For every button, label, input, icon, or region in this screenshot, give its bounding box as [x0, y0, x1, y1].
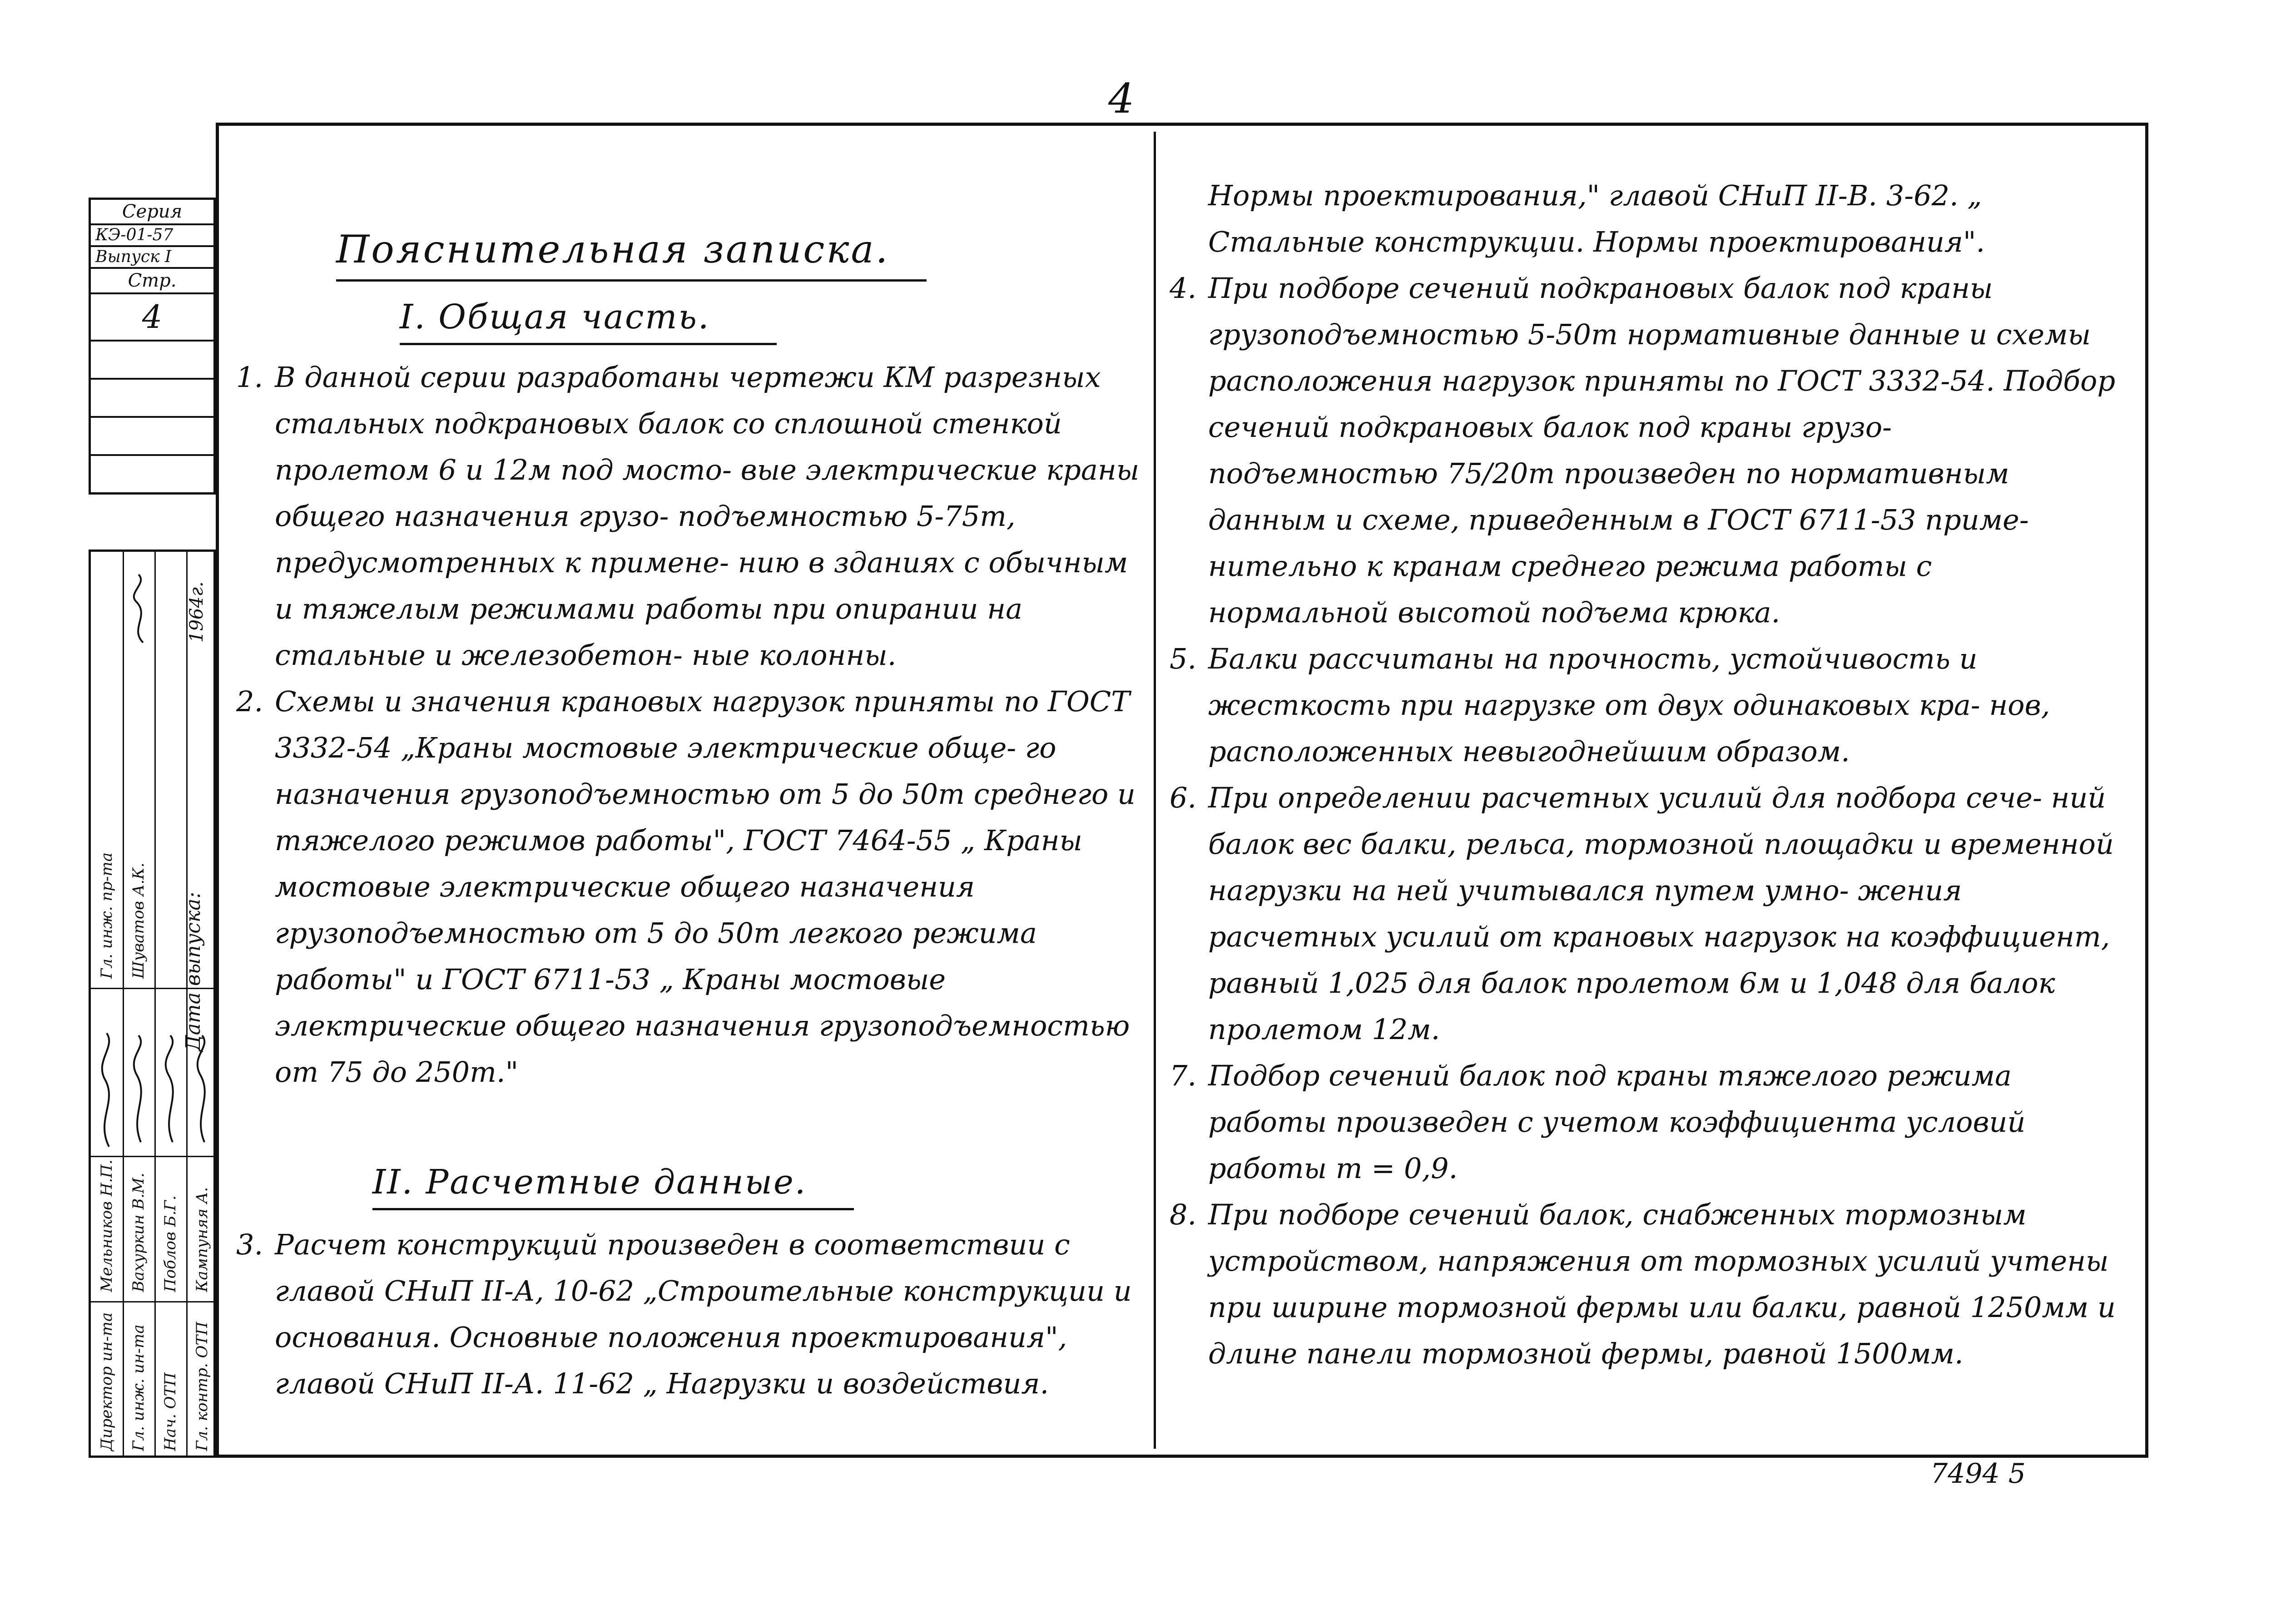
paragraph-number: 3. — [236, 1228, 263, 1261]
paragraph-number: 1. — [236, 361, 263, 394]
paragraph-6 — [1170, 775, 2119, 1053]
role-chief-engineer-inst: Гл. инж. ин-та — [129, 1324, 148, 1451]
signature-shuvatov — [125, 570, 154, 647]
name-melnikov: Мельников Н.П. — [98, 1159, 116, 1292]
page-value: 4 — [91, 294, 213, 342]
signatures-group — [91, 1029, 218, 1151]
paragraph-2 — [236, 678, 1140, 1095]
paragraph-text: При подборе сечений подкрановых балок под краны грузоподъемностью 5-50т нормативные данные и схемы расположения нагрузок приняты по ГОСТ 3332-54. Подбор сечений подкрановых балок под краны грузо- подъемностью 75/20т произведен по нормативным данным и схеме, приведенным в ГОСТ 6711-53 приме- нительно к кранам среднего режима работы с нормальной высотой подъема крюка. — [1208, 272, 2116, 629]
left-column — [236, 354, 1140, 1095]
paragraph-text: При определении расчетных усилий для подбора сече- ний балок вес балки, рельса, тормозной площадки и временной нагрузки на ней учитывался путем умно- жения расчетных усилий от крановых нагрузок на коэффициент, равный 1,025 для балок пролетом 6м и 1,048 для балок пролетом 12м. — [1208, 781, 2114, 1046]
name-poblov: Поблов Б.Г. — [161, 1195, 179, 1292]
right-column — [1170, 173, 2119, 1377]
footer-code: 7494 5 — [1930, 1458, 2026, 1490]
series-stamp — [89, 198, 216, 495]
paragraph-3 — [236, 1222, 1140, 1407]
name-vakhurkin: Вахуркин В.М. — [129, 1173, 148, 1292]
document-title: Пояснительная записка. — [336, 227, 890, 272]
paragraph-text: При подборе сечений балок, снабженных тормозным устройством, напряжения от тормозных усилий учтены при ширине тормозной фермы или балки, равной 1250мм и длине панели тормозной фермы, равной 1500мм. — [1208, 1198, 2116, 1370]
paragraph-number: 4. — [1170, 272, 1197, 305]
role-director: Директор ин-та — [98, 1312, 116, 1451]
paragraph-text: Подбор сечений балок под краны тяжелого режима работы произведен с учетом коэффициента условий работы m = 0,9. — [1208, 1059, 2026, 1185]
page-number: 4 — [1108, 75, 1135, 123]
paragraph-7 — [1170, 1053, 2119, 1192]
title-underline — [336, 279, 927, 282]
role-head-otp: Нач. ОТП — [161, 1372, 179, 1451]
column-divider — [1154, 132, 1156, 1449]
series-issue: Выпуск I — [91, 247, 213, 269]
paragraph-number: 2. — [236, 685, 263, 718]
paragraph-number: 7. — [1170, 1059, 1197, 1092]
paragraph-text: Балки рассчитаны на прочность, устойчивость и жесткость при нагрузке от двух одинаковых кра- нов, расположенных невыгоднейшим образом. — [1208, 642, 2050, 768]
paragraph-8 — [1170, 1192, 2119, 1377]
series-label: Серия — [91, 200, 213, 225]
title-block — [89, 550, 216, 1458]
release-year: 1964г. — [186, 581, 207, 643]
name-kampunya: Кампуняя А. — [193, 1187, 211, 1292]
page-label: Стр. — [91, 269, 213, 294]
section-heading-general: I. Общая часть. — [400, 297, 710, 337]
right-intro: Нормы проектирования," главой СНиП II-В. 3-62. „ Стальные конструкции. Нормы проектирования". — [1208, 179, 1985, 258]
left-column-bottom — [236, 1222, 1140, 1407]
role-chief-controller: Гл. контр. ОТП — [193, 1322, 211, 1451]
section-underline — [400, 343, 777, 345]
section-underline — [372, 1208, 854, 1210]
release-date-label: Дата выпуска: — [182, 891, 205, 1051]
paragraph-text: Схемы и значения крановых нагрузок приняты по ГОСТ 3332-54 „Краны мостовые электрические обще- го назначения грузоподъемностью от 5 до 50т среднего и тяжелого режимов работы", ГОСТ 7464-55 „ Краны мостовые электрические общего назначения грузоподъемностью от 5 до 50т легкого режима работы" и ГОСТ 6711-53 „ Краны мостовые электрические общего назначения грузоподъемностью от 75 до 250т." — [275, 685, 1136, 1089]
name-shuvatov: Шуватов А.К. — [129, 862, 148, 979]
paragraph-number: 6. — [1170, 781, 1197, 814]
paragraph-5 — [1170, 636, 2119, 775]
role-chief-engineer-project: Гл. инж. пр-та — [98, 852, 116, 979]
paragraph-4 — [1170, 265, 2119, 636]
paragraph-1 — [236, 354, 1140, 678]
paragraph-text: Расчет конструкций произведен в соответствии с главой СНиП II-А, 10-62 „Строительные конструкции и основания. Основные положения проектирования", главой СНиП II-А. 11-62 „ Нагрузки и воздействия. — [275, 1228, 1132, 1400]
paragraph-text: В данной серии разработаны чертежи КМ разрезных стальных подкрановых балок со сплошной стенкой пролетом 6 и 12м под мосто- вые электрические краны общего назначения грузо- подъемностью 5-75т, предусмотренных к примене- нию в зданиях с обычным и тяжелым режимами работы при опирании на стальные и железобетон- ные колонны. — [275, 361, 1140, 672]
section-heading-calc: II. Расчетные данные. — [372, 1163, 807, 1202]
series-code: КЭ-01-57 — [91, 225, 213, 247]
paragraph-number: 5. — [1170, 642, 1197, 675]
paragraph-number: 8. — [1170, 1198, 1197, 1231]
